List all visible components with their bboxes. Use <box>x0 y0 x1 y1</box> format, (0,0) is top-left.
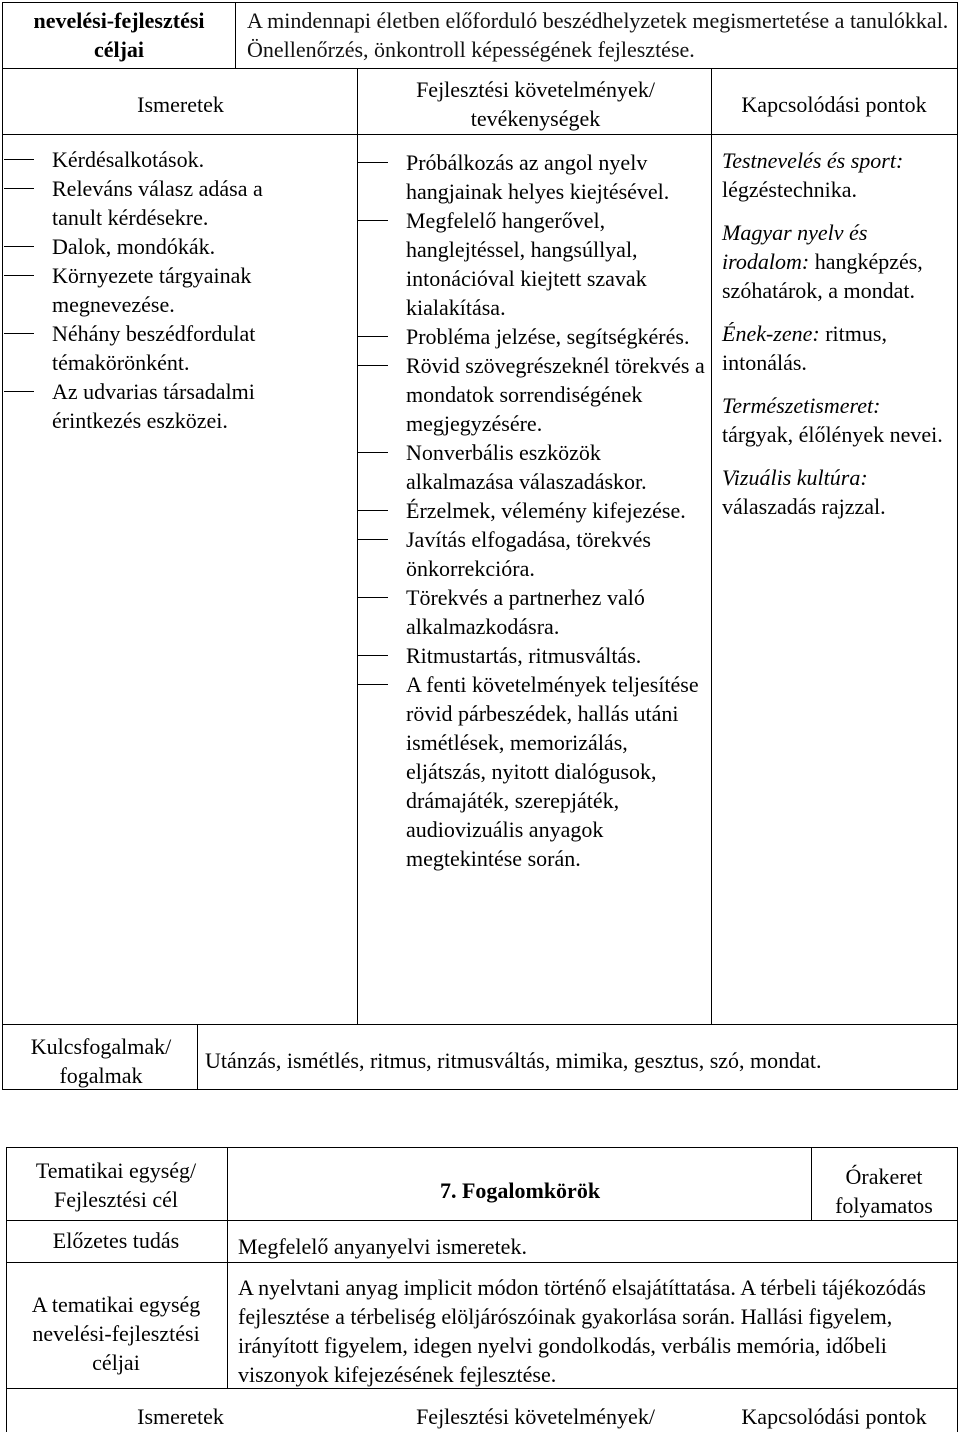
connection-detail: légzéstechnika. <box>722 177 857 202</box>
goals2-label: A tematikai egység nevelési-fejlesztési céljai <box>31 1292 201 1375</box>
knowledge-list <box>4 145 304 435</box>
keywords-text: Utánzás, ismétlés, ritmus, ritmusváltás, mimika, gesztus, szó, mondat. <box>205 1048 822 1073</box>
knowledge-item: Kérdésalkotások. <box>4 145 304 174</box>
connection-subject: Vizuális kultúra: <box>722 465 868 490</box>
requirement-item: Javítás elfogadása, törekvés önkorrekcióra. <box>358 525 706 583</box>
requirement-item: Rövid szövegrészeknél törekvés a mondatok sorrendiségének megjegyzésére. <box>358 351 706 438</box>
connection-item <box>722 319 954 377</box>
requirement-item: Törekvés a partnerhez való alkalmazkodásra. <box>358 583 706 641</box>
knowledge-item: Néhány beszédfordulat témakörönként. <box>4 319 304 377</box>
header-requirements: Fejlesztési követelmények/ tevékenységek <box>416 77 655 131</box>
connection-subject: Magyar nyelv és irodalom: <box>722 220 868 274</box>
goals2-text: A nyelvtani anyag implicit módon történő elsajátíttatása. A térbeli tájékozódás fejlesztése a térbeliség elöljárószóinak gyakorlása során. Hallási figyelem, irányított figyelem, idegen nyelvi gondolkodás, verbális memória, időbeli viszonyok kifejezésének fejlesztése. <box>238 1275 926 1387</box>
prior-label: Előzetes tudás <box>52 1228 180 1253</box>
footer-header-knowledge: Ismeretek <box>137 1404 224 1429</box>
knowledge-item: Környezete tárgyainak megnevezése. <box>4 261 304 319</box>
requirement-item: Érzelmek, vélemény kifejezése. <box>358 496 706 525</box>
connection-item <box>722 391 954 449</box>
footer-header-requirements: Fejlesztési követelmények/ <box>416 1404 655 1429</box>
connection-item <box>722 146 954 204</box>
unit-label: Tematikai egység/ Fejlesztési cél <box>35 1158 197 1212</box>
knowledge-item: Az udvarias társadalmi érintkezés eszközei. <box>4 377 304 435</box>
requirement-item: Megfelelő hangerővel, hanglejtéssel, hangsúllyal, intonációval kiejtett szavak kialakítása. <box>358 206 706 322</box>
connection-item <box>722 463 954 521</box>
requirement-item: Nonverbális eszközök alkalmazása válaszadáskor. <box>358 438 706 496</box>
connections-list <box>722 146 954 535</box>
connection-subject: Testnevelés és sport: <box>722 148 904 173</box>
header-knowledge: Ismeretek <box>137 92 224 117</box>
connection-detail: tárgyak, élőlények nevei. <box>722 422 943 447</box>
connection-item <box>722 218 954 305</box>
footer-header-connections: Kapcsolódási pontok <box>741 1404 927 1429</box>
connection-subject: Ének-zene: <box>722 321 820 346</box>
knowledge-item: Releváns válasz adása a tanult kérdésekre. <box>4 174 304 232</box>
requirement-item: Ritmustartás, ritmusváltás. <box>358 641 706 670</box>
prior-text: Megfelelő anyanyelvi ismeretek. <box>238 1234 527 1259</box>
unit-title: 7. Fogalomkörök <box>439 1178 601 1203</box>
connection-subject: Természetismeret: <box>722 393 881 418</box>
knowledge-item: Dalok, mondókák. <box>4 232 304 261</box>
hours-label: Órakeret folyamatos <box>835 1164 933 1218</box>
goals-text: A mindennapi életben előforduló beszédhelyzetek megismertetése a tanulókkal. Önellenőrzés, önkontroll képességének fejlesztése. <box>247 8 949 62</box>
keywords-label: Kulcsfogalmak/ fogalmak <box>30 1034 172 1088</box>
requirement-item: A fenti követelmények teljesítése rövid párbeszédek, hallás utáni ismétlések, memorizálás, eljátszás, nyitott dialógusok, drámajáték, szerepjáték, audiovizuális anyagok megtekintése során. <box>358 670 706 873</box>
connection-detail: hangképzés, szóhatárok, a mondat. <box>722 249 923 303</box>
requirement-item: Probléma jelzése, segítségkérés. <box>358 322 706 351</box>
connection-detail: ritmus, intonálás. <box>722 321 887 375</box>
connection-detail: válaszadás rajzzal. <box>722 494 886 519</box>
goals-label: nevelési-fejlesztési céljai <box>33 8 205 62</box>
requirements-list <box>358 148 706 873</box>
requirement-item: Próbálkozás az angol nyelv hangjainak helyes kiejtésével. <box>358 148 706 206</box>
header-connections: Kapcsolódási pontok <box>741 92 927 117</box>
